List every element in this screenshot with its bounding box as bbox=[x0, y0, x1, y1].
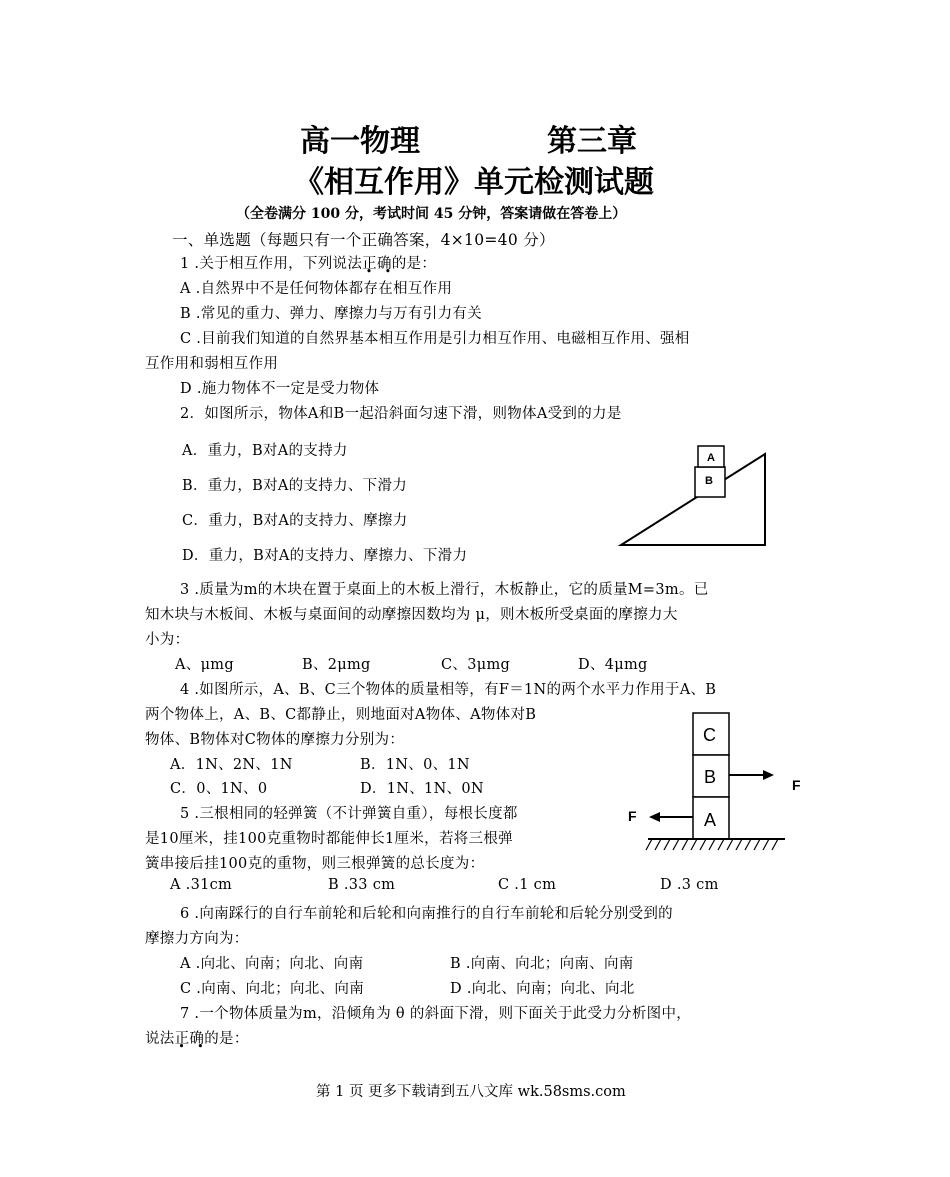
q3-option-d: D、4μmg bbox=[578, 657, 648, 673]
q3-line2: 知木块与木板间、木板与桌面间的动摩擦因数均为 μ，则木板所受桌面的摩擦力大 bbox=[145, 607, 678, 623]
title-main: 《相互作用》单元检测试题 bbox=[294, 165, 654, 200]
q7-line1: 7 .一个物体质量为m，沿倾角为 θ 的斜面下滑，则下面关于此受力分析图中， bbox=[180, 1006, 692, 1022]
exam-note: （全卷满分 100 分，考试时间 45 分钟，答案请做在答卷上） bbox=[236, 206, 627, 222]
q2-option-c: C．重力，B对A的支持力、摩擦力 bbox=[182, 513, 408, 529]
q3-option-b: B、2μmg bbox=[302, 657, 371, 673]
q4-option-b: B．1N、0、1N bbox=[360, 757, 470, 773]
q1-option-b: B .常见的重力、弹力、摩擦力与万有引力有关 bbox=[180, 306, 482, 322]
q4-line2: 两个物体上，A、B、C都静止，则地面对A物体、A物体对B bbox=[145, 707, 537, 723]
q3-line3: 小为： bbox=[145, 632, 190, 648]
q5-option-a: A .31cm bbox=[170, 877, 233, 893]
q4-blocks-figure bbox=[620, 708, 810, 858]
q2-option-a: A．重力，B对A的支持力 bbox=[182, 443, 348, 459]
q4-option-d: D．1N、1N、0N bbox=[360, 781, 484, 797]
block-a-label: A bbox=[707, 452, 715, 464]
ground-hatching bbox=[646, 839, 778, 850]
block-a-label: A bbox=[704, 810, 717, 830]
q7-line2-emphasis: 正确 • • bbox=[175, 1027, 205, 1048]
q5-line1: 5 .三根相同的轻弹簧（不计弹簧自重），每根长度都 bbox=[180, 806, 518, 822]
force-left-label: F bbox=[628, 808, 637, 824]
incline-triangle bbox=[621, 454, 765, 545]
q1-stem-emphasis: 正确 • • bbox=[362, 252, 392, 273]
block-b-label: B bbox=[705, 475, 713, 487]
q5-line3: 簧串接后挂100克的重物，则三根弹簧的总长度为： bbox=[145, 856, 485, 872]
q6-option-c: C .向南、向北；向北、向南 bbox=[180, 981, 365, 997]
force-left-arrow-head bbox=[649, 812, 660, 822]
section-heading: 一、单选题（每题只有一个正确答案，4×10=40 分） bbox=[172, 231, 555, 249]
q3-option-a: A、μmg bbox=[175, 657, 234, 673]
title-chapter: 第三章 bbox=[547, 124, 637, 159]
q3-line1: 3 .质量为m的木块在置于桌面上的木板上滑行，木板静止，它的质量M=3m。已 bbox=[180, 582, 709, 598]
q3-option-c: C、3μmg bbox=[441, 657, 511, 673]
q2-incline-figure bbox=[615, 440, 775, 552]
q4-option-c: C．0、1N、0 bbox=[170, 781, 268, 797]
page-footer: 第 1 页 更多下载请到五八文库 wk.58sms.com bbox=[316, 1084, 626, 1100]
q1-option-c-line2: 互作用和弱相互作用 bbox=[145, 356, 279, 372]
q1-option-a: A .自然界中不是任何物体都存在相互作用 bbox=[180, 281, 453, 297]
q2-stem: 2．如图所示，物体A和B一起沿斜面匀速下滑，则物体A受到的力是 bbox=[180, 406, 622, 422]
q5-option-b: B .33 cm bbox=[328, 877, 396, 893]
q6-option-a: A .向北、向南；向北、向南 bbox=[180, 956, 364, 972]
q6-line2: 摩擦力方向为： bbox=[145, 931, 249, 947]
q2-option-b: B．重力，B对A的支持力、下滑力 bbox=[182, 478, 408, 494]
q5-option-d: D .3 cm bbox=[660, 877, 719, 893]
q1-stem-before: 1 .关于相互作用，下列说法 bbox=[180, 256, 363, 272]
q5-option-c: C .1 cm bbox=[498, 877, 557, 893]
q6-line1: 6 .向南踩行的自行车前轮和后轮和向南推行的自行车前轮和后轮分别受到的 bbox=[180, 906, 673, 922]
q1-option-c-line1: C .目前我们知道的自然界基本相互作用是引力相互作用、电磁相互作用、强相 bbox=[180, 331, 690, 347]
q1-stem-after: 的是： bbox=[391, 256, 437, 272]
force-right-arrow-head bbox=[763, 770, 774, 780]
q5-line2: 是10厘米，挂100克重物时都能伸长1厘米，若将三根弹 bbox=[145, 831, 513, 847]
q1-stem bbox=[180, 252, 436, 273]
q7-line2-before: 说法 bbox=[145, 1031, 175, 1047]
title-subject: 高一物理 bbox=[300, 124, 420, 159]
block-b-label: B bbox=[704, 767, 717, 787]
block-c-label: C bbox=[703, 725, 716, 745]
q7-line2 bbox=[145, 1027, 249, 1048]
q2-option-d: D．重力，B对A的支持力、摩擦力、下滑力 bbox=[182, 548, 468, 564]
q4-option-a: A．1N、2N、1N bbox=[170, 757, 293, 773]
q7-line2-after: 的是： bbox=[204, 1031, 249, 1047]
q4-line1: 4 .如图所示，A、B、C三个物体的质量相等，有F＝1N的两个水平力作用于A、B bbox=[180, 682, 717, 698]
q6-option-b: B .向南、向北；向南、向南 bbox=[450, 956, 634, 972]
q6-option-d: D .向北、向南；向北、向北 bbox=[450, 981, 635, 997]
force-right-label: F bbox=[792, 777, 801, 793]
q1-option-d: D .施力物体不一定是受力物体 bbox=[180, 381, 380, 397]
q4-line3: 物体、B物体对C物体的摩擦力分别为： bbox=[145, 732, 405, 748]
